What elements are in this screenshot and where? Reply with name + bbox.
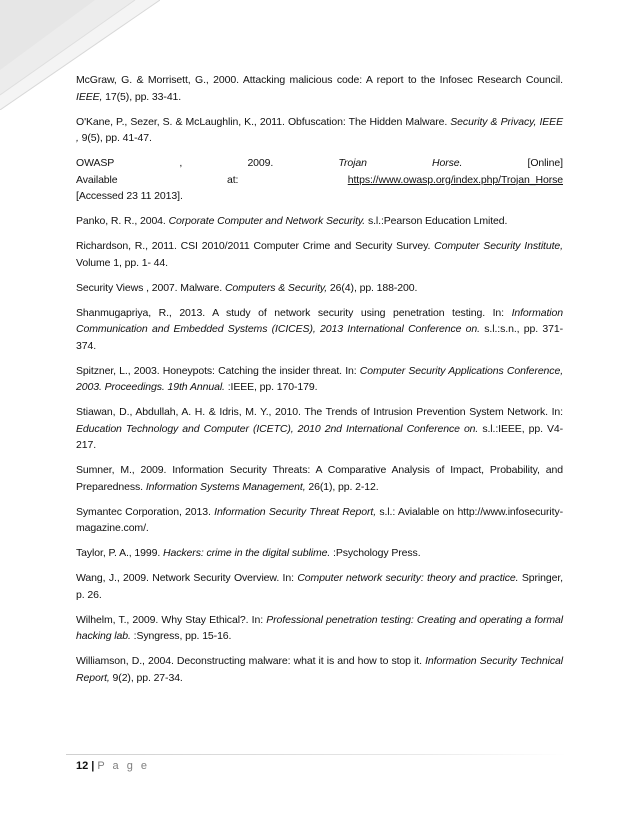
footer-separator: |	[91, 760, 95, 772]
reference-security-views: Security Views , 2007. Malware. Computers & Security, 26(4), pp. 188-200.	[76, 281, 418, 294]
reference-panko: Panko, R. R., 2004. Corporate Computer and Network Security. s.l.:Pearson Education Lmited.	[76, 215, 508, 227]
page-number: 12	[76, 760, 89, 772]
owasp-line-1: OWASP , 2009. Trojan Horse. [Online]	[76, 157, 563, 169]
reference-symantec: Symantec Corporation, 2013. Information Security Threat Report, s.l.: Avialable on http://www.infosecurity-magazine.com/.	[76, 505, 563, 534]
reference-richardson: Richardson, R., 2011. CSI 2010/2011 Computer Crime and Security Survey. Computer Security Institute, Volume 1, pp. 1- 44.	[76, 240, 563, 269]
reference-sumner: Sumner, M., 2009. Information Security Threats: A Comparative Analysis of Impact, Probability, and Preparedness. Information Systems Management, 26(1), pp. 2-12.	[76, 464, 563, 493]
reference-taylor: Taylor, P. A., 1999. Hackers: crime in the digital sublime. :Psychology Press.	[76, 547, 421, 559]
owasp-line-3: [Accessed 23 11 2013].	[76, 190, 183, 202]
page-word: P a g e	[97, 760, 150, 772]
owasp-line-2: Available at: https://www.owasp.org/index.php/Trojan_Horse	[76, 172, 563, 189]
footer-divider	[66, 754, 566, 755]
reference-shanmugapriya: Shanmugapriya, R., 2013. A study of network security using penetration testing. In: Information Communication and Embedded Systems (ICICES), 2013 International Conference on. s.l.:s.n., pp. 371-374.	[76, 306, 563, 352]
owasp-link[interactable]: https://www.owasp.org/index.php/Trojan_Horse	[347, 173, 563, 186]
reference-list	[76, 72, 563, 695]
reference-wang: Wang, J., 2009. Network Security Overview. In: Computer network security: theory and practice. Springer, p. 26.	[76, 572, 563, 601]
reference-mcgraw: McGraw, G. & Morrisett, G., 2000. Attacking malicious code: A report to the Infosec Research Council. IEEE, 17(5), pp. 33-41.	[76, 74, 563, 103]
reference-williamson: Williamson, D., 2004. Deconstructing malware: what it is and how to stop it. Information Security Technical Report, 9(2), pp. 27-34.	[76, 655, 563, 684]
reference-okane: O'Kane, P., Sezer, S. & McLaughlin, K., 2011. Obfuscation: The Hidden Malware. Security & Privacy, IEEE , 9(5), pp. 41-47.	[76, 115, 563, 144]
page-footer	[76, 760, 150, 772]
reference-stiawan: Stiawan, D., Abdullah, A. H. & Idris, M. Y., 2010. The Trends of Intrusion Prevention System Network. In: Education Technology and Computer (ICETC), 2010 2nd International Conference on. s.l.:IEEE, pp. V4-217.	[76, 406, 564, 451]
reference-spitzner: Spitzner, L., 2003. Honeypots: Catching the insider threat. In: Computer Security Applications Conference, 2003. Proceedings. 19th Annual. :IEEE, pp. 170-179.	[76, 364, 564, 393]
reference-wilhelm: Wilhelm, T., 2009. Why Stay Ethical?. In: Professional penetration testing: Creating and operating a formal hacking lab. :Syngress, pp. 15-16.	[76, 613, 563, 642]
reference-owasp	[76, 155, 563, 205]
